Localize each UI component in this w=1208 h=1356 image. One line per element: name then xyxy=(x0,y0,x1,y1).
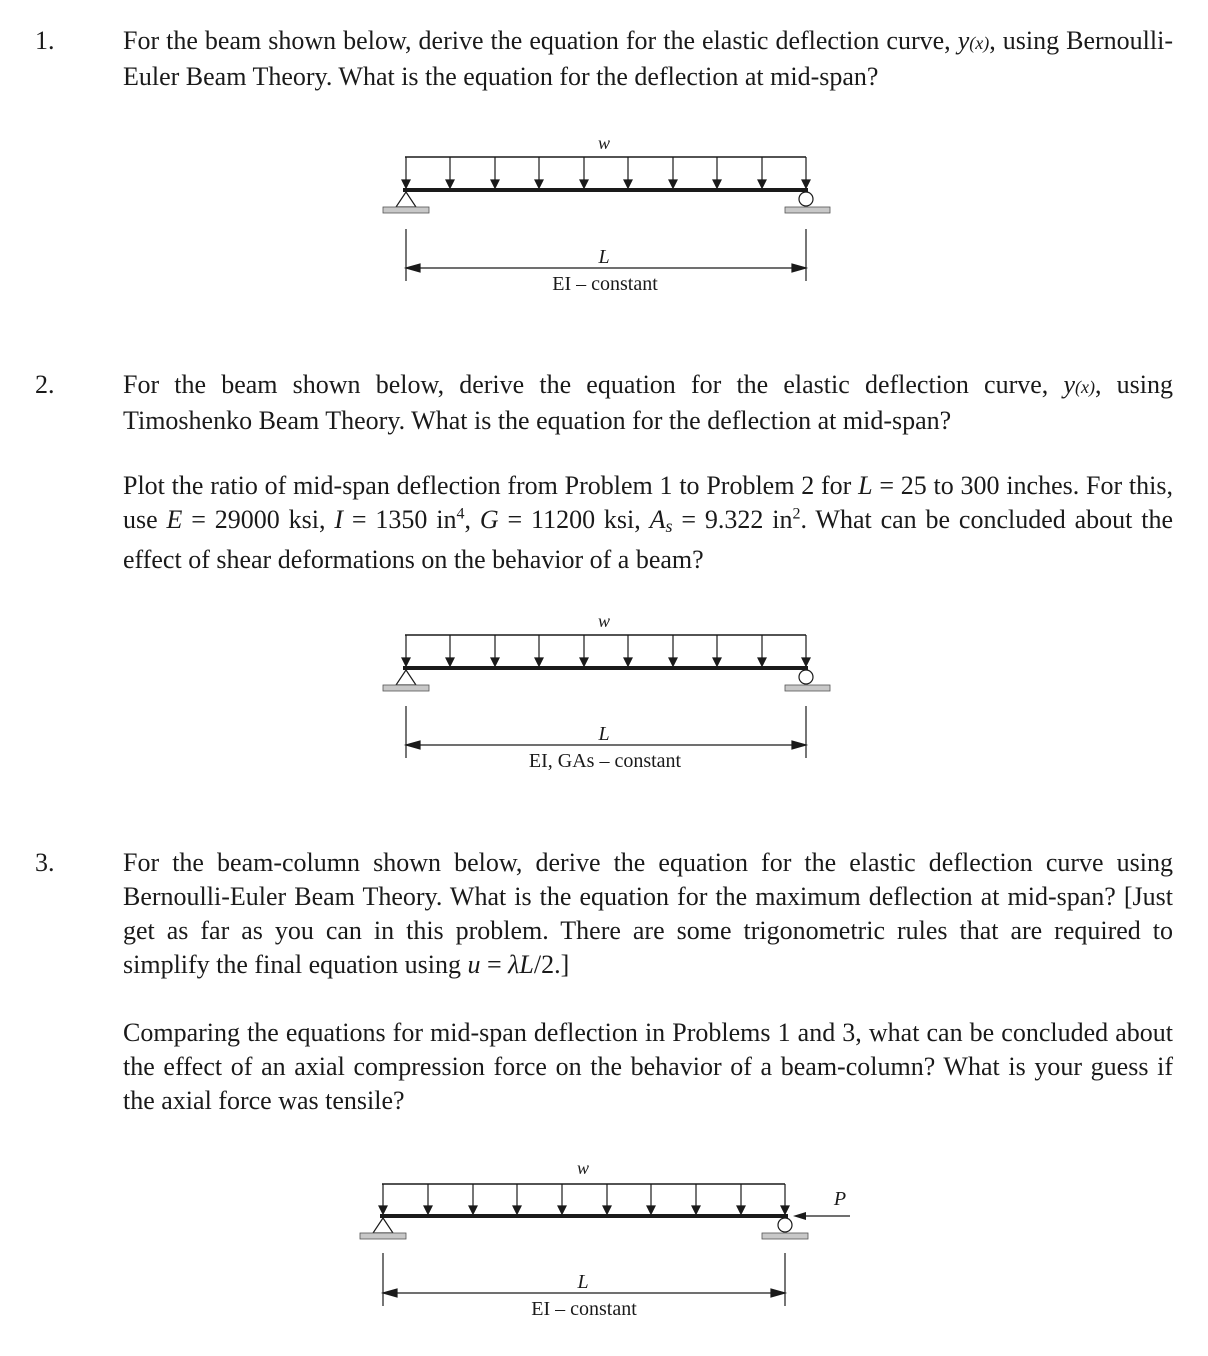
plot-text-3: = 29000 ksi, xyxy=(182,505,335,534)
var-u: u xyxy=(467,950,481,979)
exponent-4: 4 xyxy=(456,505,465,523)
axial-force-arrow xyxy=(793,1212,850,1220)
equals-sign: = xyxy=(480,950,509,979)
axial-force-label: P xyxy=(833,1188,847,1210)
plot-text-4: = 1350 in xyxy=(343,505,457,534)
deflection-var: y xyxy=(957,26,970,55)
plot-text-5: , xyxy=(464,505,480,534)
beam-figure-2 xyxy=(383,611,830,772)
property-label: EI – constant xyxy=(552,273,658,295)
deflection-var-sub: (x) xyxy=(1075,377,1095,397)
var-A-sub: s xyxy=(665,516,673,536)
span-label: L xyxy=(577,1271,589,1293)
plot-text-7: = 9.322 in xyxy=(672,505,793,534)
pin-support xyxy=(383,192,429,213)
distributed-load xyxy=(402,635,810,666)
problem-1-text-part2: , using Bernoulli-Euler Beam Theory. What is the equation for the deflection at mid-span? xyxy=(123,26,1173,91)
property-label: EI, GAs – constant xyxy=(528,750,682,772)
plot-text-1: Plot the ratio of mid-span deflection from Problem 1 to Problem 2 for xyxy=(123,471,859,500)
span-label: L xyxy=(598,723,610,745)
roller-support xyxy=(785,192,830,213)
var-lambda-L: λL xyxy=(508,950,534,979)
problem-1-text-part1: For the beam shown below, derive the equation for the elastic deflection curve, xyxy=(123,26,958,55)
deflection-var: y xyxy=(1063,370,1075,399)
var-A: A xyxy=(649,505,666,534)
var-L: L xyxy=(858,471,873,500)
var-I: I xyxy=(334,505,344,534)
problem-3-compare-text: Comparing the equations for mid-span deflection in Problems 1 and 3, what can be concluded about the effect of an axial compression force on the behavior of a beam-column? What is your guess if the axial force was tensile? xyxy=(123,1018,1173,1115)
problem-2-number: 2. xyxy=(35,370,55,399)
roller-support xyxy=(762,1218,808,1239)
problem-3-text-end: /2.] xyxy=(533,950,570,979)
beam-column-figure-3 xyxy=(360,1158,850,1320)
property-label: EI – constant xyxy=(531,1298,637,1320)
problem-3-number: 3. xyxy=(35,848,55,877)
load-label: w xyxy=(576,1158,590,1178)
var-E: E xyxy=(166,505,183,534)
problem-1-number: 1. xyxy=(35,26,55,55)
roller-support xyxy=(785,670,830,691)
load-label: w xyxy=(597,133,611,153)
span-label: L xyxy=(598,246,610,268)
distributed-load xyxy=(379,1184,789,1214)
plot-text-8: . What can be concluded about the effect of shear deformations on the behavior of a beam? xyxy=(123,505,1173,574)
pin-support xyxy=(383,670,429,691)
plot-text-6: = 11200 ksi, xyxy=(498,505,650,534)
pin-support xyxy=(360,1218,406,1239)
var-G: G xyxy=(479,505,499,534)
beam-figure-1 xyxy=(383,133,830,295)
deflection-var-sub: (x) xyxy=(969,33,990,53)
distributed-load xyxy=(402,157,810,188)
problem-2-text-part1: For the beam shown below, derive the equation for the elastic deflection curve, xyxy=(123,370,1064,399)
plot-text-2: = 25 to 300 inches. For this, use xyxy=(123,471,1173,534)
problem-2-text-part2: , using Timoshenko Beam Theory. What is the equation for the deflection at mid-span? xyxy=(123,370,1173,435)
problem-3-text-main: For the beam-column shown below, derive the equation for the elastic deflection curve using Bernoulli-Euler Beam Theory. What is the equation for the maximum deflection at mid-span? [Just get as far as you can in this problem. There are some trigonometric rules that are required to simplify the final equation using xyxy=(123,848,1173,979)
exponent-2: 2 xyxy=(792,505,801,523)
load-label: w xyxy=(597,611,611,631)
